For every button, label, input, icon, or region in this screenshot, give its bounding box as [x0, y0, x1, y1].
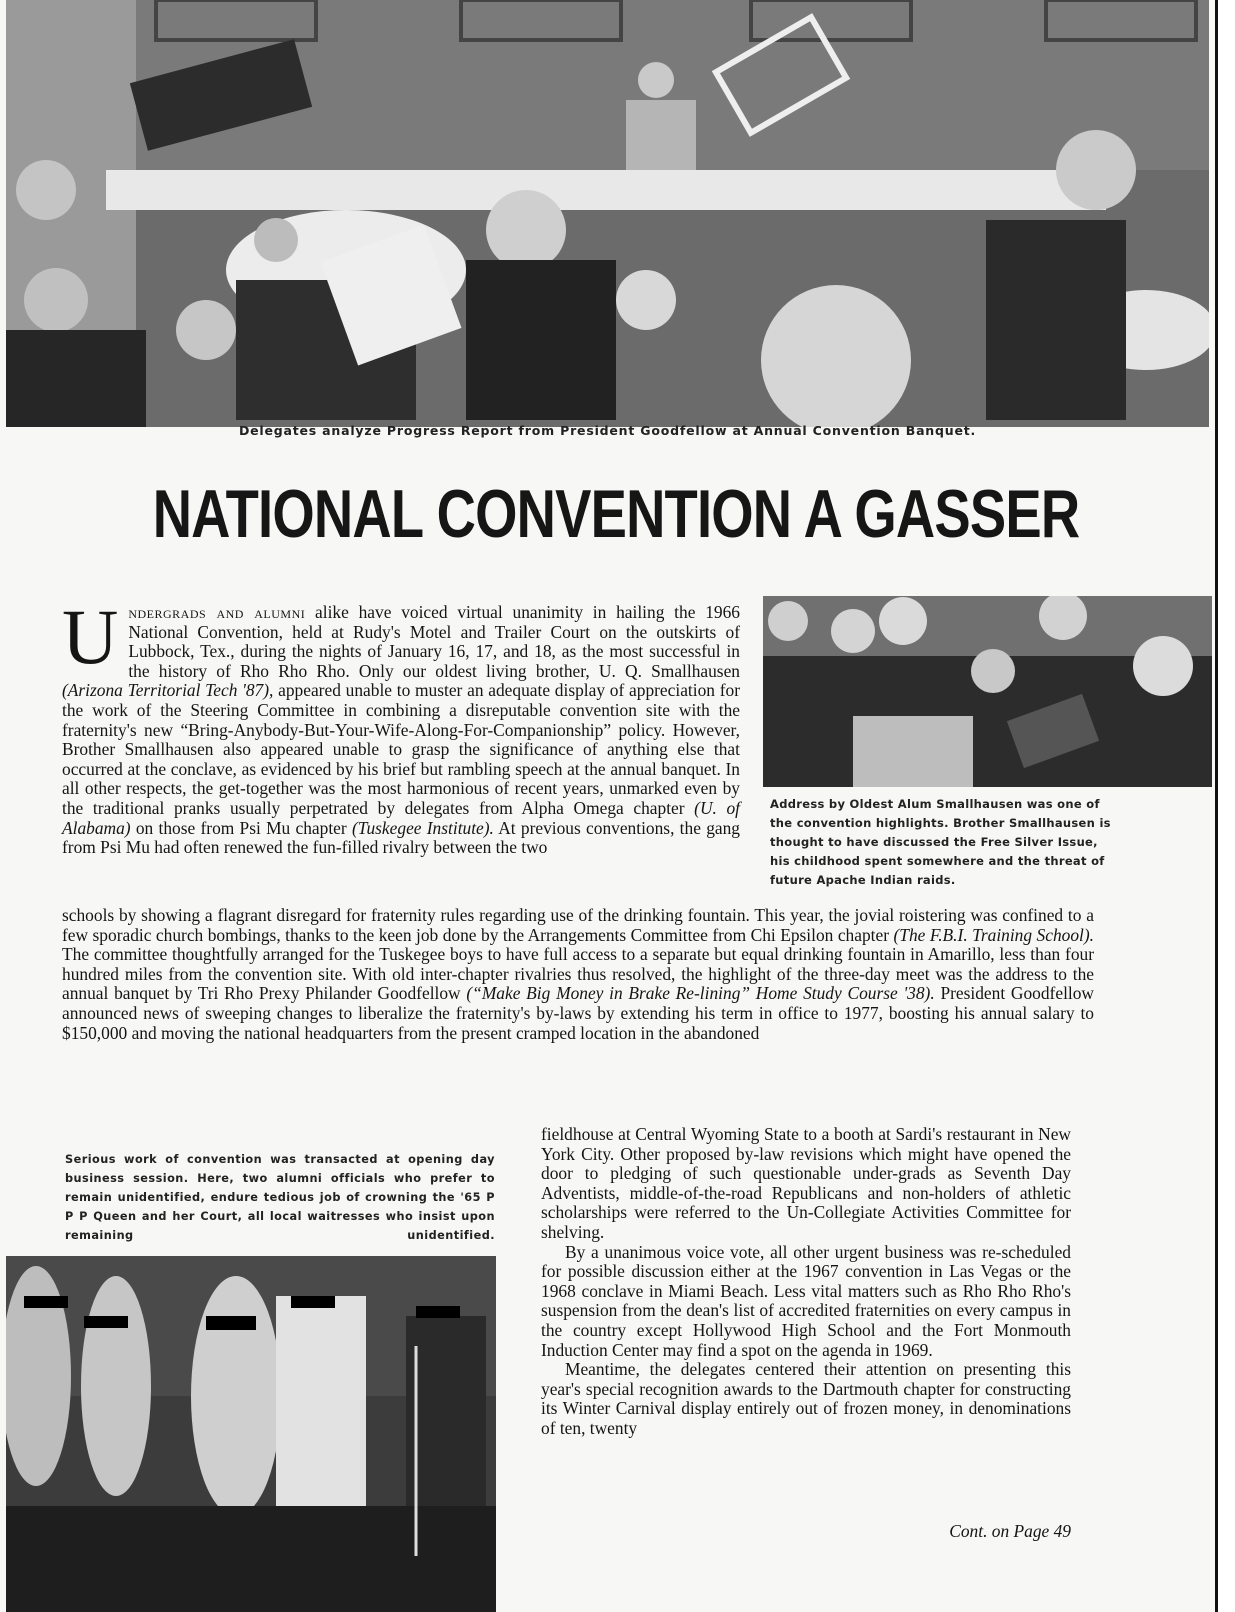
crowning-scene-icon	[6, 1256, 496, 1612]
top-figure-caption: Delegates analyze Progress Report from President Goodfellow at Annual Convention Banquet.	[238, 423, 977, 438]
continued-note: Cont. on Page 49	[949, 1521, 1071, 1541]
intro-text-1: alike have voiced virtual unanimity in hailing the 1966 National Convention, held at Rudy's Motel and Trailer Court on the outskirts of Lubbock, Tex., during the nights of January 16, 17, and 18, as the most successful in the history of Rho Rho Rho. Only our oldest living brother, U. Q. Smallhausen	[128, 602, 740, 681]
article-headline: NATIONAL CONVENTION A GASSER	[152, 476, 1080, 552]
right-paragraph-3: Meantime, the delegates centered their attention on presenting this year's special recognition awards to the Dartmouth chapter for constructing its Winter Carnival display entirely out of frozen money, in denominations of ten, twenty	[541, 1359, 1071, 1438]
wide-text-2: The committee thoughtfully arranged for the Tuskegee boys to have full access to a separate but equal drinking fountain in Amarillo, less than four hundred miles from the convention site. With old inter-chapter rivalries thus resolved, the highlight of the three-day meet was the address to the annual banquet by Tri Rho Prexy Philander Goodfellow	[62, 944, 1094, 1004]
queen-crowning-illustration	[6, 1256, 496, 1612]
intro-italic-3: (Tuskegee Institute).	[351, 817, 494, 838]
speech-scene-icon	[763, 596, 1212, 787]
right-paragraph-1: fieldhouse at Central Wyoming State to a booth at Sardi's restaurant in New York City. Other proposed by-law revisions which might have opened the door to pledging of such questionable under-grads as Seventh Day Adventists, middle-of-the-road Republicans and non-holders of athletic scholarships were referred to the Un-Collegiate Activities Committee for shelving.	[541, 1124, 1071, 1242]
intro-smallcaps: ndergrads and alumni	[128, 602, 306, 622]
wide-text-3: President Goodfellow announced news of sweeping changes to liberalize the fraternity's by-laws by extending his term in office to 1977, boosting his annual salary to $150,000 and moving the national headquarters from the present cramped location in the abandoned	[62, 983, 1094, 1043]
intro-text-2: appeared unable to muster an adequate display of appreciation for the work of the Steering Committee in combining a disreputable convention site with the fraternity's new “Bring-Anybody-But-Your-Wife-Along-For-Companionship” policy. However, Brother Smallhausen also appeared unable to grasp the significance of anything else that occurred at the conclave, as evidenced by his brief but rambling speech at the annual banquet. In all other respects, the get-together was the most harmonious of recent years, unmarked even by the traditional pranks usually perpetrated by delegates from Alpha Omega chapter	[62, 680, 740, 818]
intro-italic-2: (U. of Alabama)	[62, 797, 740, 838]
intro-text-3: on those from Psi Mu chapter	[130, 817, 352, 838]
intro-italic-1: (Arizona Territorial Tech '87),	[62, 680, 274, 701]
intro-column	[62, 593, 740, 858]
smallhausen-illustration	[763, 596, 1212, 787]
banquet-scene-icon	[6, 0, 1209, 427]
left-figure-caption: Serious work of convention was transacted at opening day business session. Here, two alumni officials who prefer to remain unidentified, endure tedious job of crowning the '65 P P P Queen and her Court, all local waitresses who insist upon remaining unidentified.	[65, 1153, 495, 1242]
right-paragraph-2: By a unanimous voice vote, all other urgent business was re-scheduled for possible discussion either at the 1967 convention in Las Vegas or the 1968 conclave in Miami Beach. Less vital matters such as Rho Rho Rho's suspension from the dean's list of accredited fraternities on every campus in the country except Hollywood High School and the Fort Monmouth Induction Center may find a spot on the agenda in 1969.	[541, 1241, 1071, 1360]
intro-text-4: At previous conventions, the gang from Psi Mu had often renewed the fun-filled rivalry between the two	[62, 817, 740, 858]
wide-text-1: schools by showing a flagrant disregard for fraternity rules regarding use of the drinking fountain. This year, the jovial roistering was confined to a few sporadic church bombings, thanks to the keen job done by the Arrangements Committee from Chi Epsilon chapter	[62, 905, 1094, 945]
banquet-illustration	[6, 0, 1209, 427]
wide-italic-1: (The F.B.I. Training School).	[893, 924, 1095, 945]
wide-italic-2: (“Make Big Money in Brake Re-lining” Home Study Course '38).	[466, 983, 935, 1004]
right-column	[541, 1125, 1071, 1439]
right-figure-caption: Address by Oldest Alum Smallhausen was one of the convention highlights. Brother Smallhausen is thought to have discussed the Free Silver Issue, his childhood spent somewhere and the threat of future Apache Indian raids.	[770, 797, 1111, 887]
drop-cap: U	[62, 593, 119, 680]
wide-column	[62, 906, 1094, 1043]
